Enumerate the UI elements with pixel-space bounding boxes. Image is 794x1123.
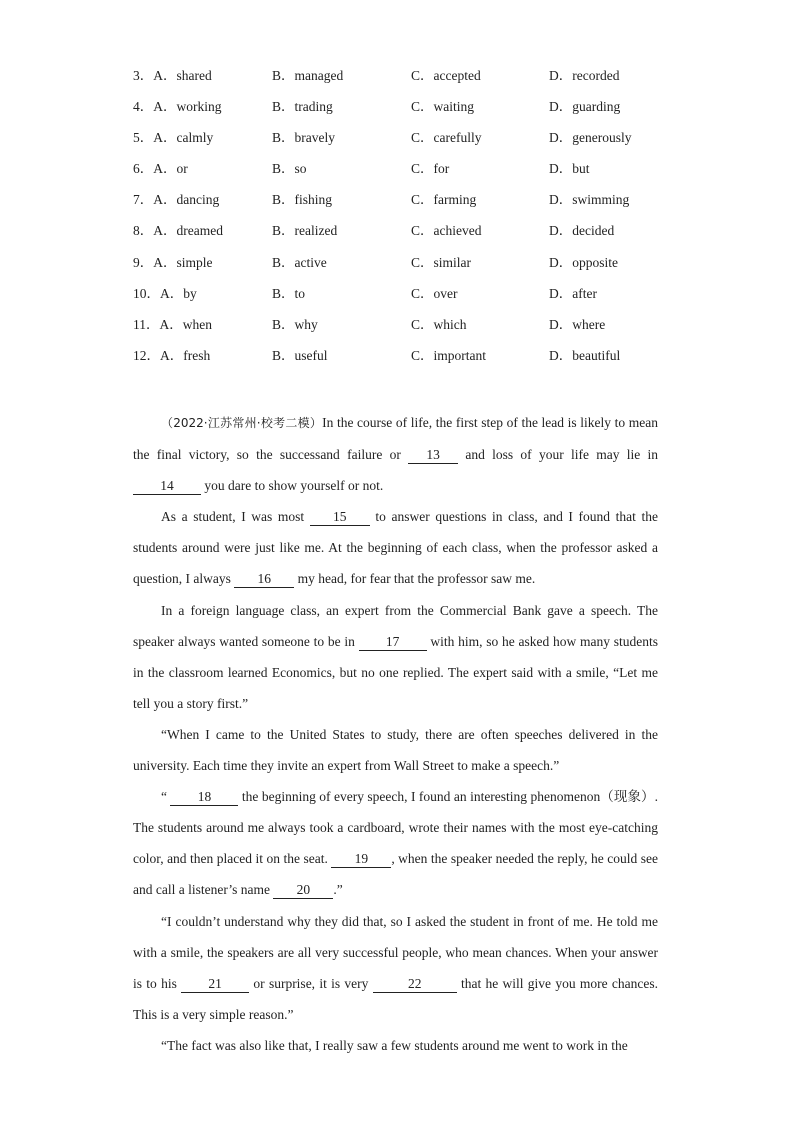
passage-text: you dare to show yourself or not. [201,478,384,494]
option-text: important [433,347,487,363]
question-number: 11． [133,316,160,332]
option-text: swimming [572,192,630,208]
option-b [272,253,411,284]
option-text: recorded [572,68,620,83]
option-letter: C． [411,285,434,301]
option-text: calmly [176,130,214,146]
option-letter: C． [411,99,434,115]
option-letter: D． [549,99,573,115]
option-letter: B． [272,161,295,177]
option-letter: A． [153,161,177,177]
option-letter: D． [549,285,573,301]
option-letter: D． [549,316,573,332]
question-number: 12． [133,347,160,363]
option-c [411,253,549,284]
blank-22: 22 [373,976,457,993]
option-d [549,221,689,252]
option-letter: D． [549,68,573,83]
option-text: fishing [294,192,333,208]
option-text: working [176,99,222,115]
passage-text: with him, so he asked how many students in the classroom learned Economics, but no one replied. The expert said with a smile, “Let me tell you a story first.” [133,633,658,711]
option-text: accepted [433,68,481,83]
blank-17: 17 [359,634,427,651]
option-a [133,284,272,315]
passage-text: to answer questions in class, and I found that the students around were just like me. At the beginning of each class, when the professor asked a question, I always [133,509,658,587]
option-text: useful [294,347,328,363]
passage-text: that he will give you more chances. This is a very simple reason.” [133,975,658,1022]
option-d [549,159,689,190]
option-text: carefully [433,130,482,146]
option-c [411,128,549,159]
option-letter: B． [272,99,295,115]
passage-text: my head, for fear that the professor saw me. [294,571,536,587]
passage-text: .” [333,882,343,898]
paragraph [133,781,658,905]
question-number: 8． [133,223,154,239]
option-d [549,346,689,377]
option-text: over [433,285,458,301]
option-b [272,284,411,315]
option-row [133,66,693,97]
option-row [133,190,693,221]
paragraph: “The fact was also like that, I really saw a few students around me went to work in the [161,1037,628,1053]
option-letter: D． [549,347,573,363]
option-row [133,159,693,190]
option-text: after [572,285,597,301]
option-row [133,97,693,128]
option-c [411,66,549,97]
blank-15: 15 [310,509,370,526]
option-text: realized [294,223,338,239]
option-b [272,159,411,190]
option-text: for [433,161,450,177]
option-b [272,128,411,159]
question-number: 9． [133,254,154,270]
option-row [133,253,693,284]
option-d [549,284,689,315]
option-letter: A． [159,316,183,332]
option-letter: B． [272,254,295,270]
option-text: managed [294,68,344,83]
option-c [411,221,549,252]
option-text: achieved [433,223,482,239]
option-letter: D． [549,223,573,239]
question-number: 7． [133,192,154,208]
option-a [133,190,272,221]
option-text: when [182,316,212,332]
option-d [549,315,689,346]
option-text: similar [433,254,472,270]
option-row [133,221,693,252]
option-a [133,159,272,190]
question-number: 6． [133,161,154,177]
question-number: 3． [133,68,154,83]
option-c [411,315,549,346]
option-letter: B． [272,285,295,301]
option-b [272,97,411,128]
option-letter: A． [153,99,177,115]
option-c [411,346,549,377]
option-a [133,97,272,128]
question-number: 4． [133,99,154,115]
source-label: （2022·江苏常州·校考二模） [161,416,323,430]
paragraph [133,595,658,719]
blank-19: 19 [331,851,391,868]
option-row [133,346,693,377]
option-text: farming [433,192,477,208]
option-letter: B． [272,68,295,83]
option-letter: C． [411,316,434,332]
option-text: where [572,316,606,332]
option-row [133,284,693,315]
option-text: dreamed [176,223,223,239]
question-number: 10． [133,285,160,301]
option-letter: C． [411,192,434,208]
option-letter: A． [160,285,184,301]
option-text: generously [572,130,632,146]
option-letter: D． [549,254,573,270]
option-letter: D． [549,130,573,146]
passage-text: As a student, I was most [161,509,310,525]
paragraph [133,906,658,1030]
blank-14: 14 [133,478,201,495]
question-number: 5． [133,130,154,146]
option-text: dancing [176,192,220,208]
option-a [133,346,272,377]
option-b [272,315,411,346]
option-letter: C． [411,223,434,239]
option-c [411,190,549,221]
option-letter: C． [411,130,434,146]
paragraph: “When I came to the United States to study, there are often speeches delivered in the university. Each time they invite an expert from Wall Street to make a speech.” [133,726,658,774]
option-text: to [294,285,306,301]
option-text: bravely [294,130,335,146]
option-letter: D． [549,161,573,177]
option-a [133,66,272,97]
option-text: fresh [183,347,211,363]
answer-options-list [133,66,693,377]
option-letter: B． [272,316,295,332]
option-text: which [433,316,467,332]
option-letter: B． [272,223,295,239]
option-b [272,66,411,97]
blank-16: 16 [234,571,294,588]
option-text: shared [176,68,212,83]
option-c [411,97,549,128]
option-text: guarding [572,99,621,115]
option-letter: C． [411,68,434,83]
passage-text: “ [161,789,171,805]
option-letter: A． [153,192,177,208]
option-letter: A． [153,223,177,239]
option-d [549,128,689,159]
passage-text: In the course of life, the first step of the lead is likely to mean the final victory, so the successand failure or [133,415,658,463]
paragraph [133,501,658,594]
option-b [272,190,411,221]
passage-text: “I couldn’t understand why they did that, so I asked the student in front of me. He told me with a smile, the speakers are all very successful people, who mean chances. When your answer is to his [133,913,658,991]
option-letter: C． [411,254,434,270]
option-letter: D． [549,192,573,208]
option-text: why [294,316,318,332]
option-b [272,346,411,377]
blank-18: 18 [170,789,238,806]
option-letter: A． [153,130,177,146]
option-letter: B． [272,347,295,363]
option-letter: C． [411,161,434,177]
passage-text: or surprise, it is very [249,975,373,991]
paragraph [133,407,658,501]
option-letter: A． [153,254,177,270]
option-b [272,221,411,252]
option-letter: A． [160,347,184,363]
option-c [411,159,549,190]
passage-text: and loss of your life may lie in [458,447,659,463]
option-text: waiting [433,99,475,115]
blank-20: 20 [273,882,333,899]
option-d [549,66,689,97]
option-text: or [176,161,188,177]
option-letter: B． [272,192,295,208]
passage-text: In a foreign language class, an expert from the Commercial Bank gave a speech. The speaker always wanted someone to be in [133,602,658,649]
option-d [549,253,689,284]
passage-text: the beginning of every speech, I found an interesting phenomenon（现象）. The students around me always took a cardboard, wrote their names with the most eye-catching color, and then placed it on the seat. [133,789,658,867]
option-text: opposite [572,254,618,270]
option-row [133,315,693,346]
option-text: but [572,161,590,177]
option-text: beautiful [572,347,621,363]
option-a [133,221,272,252]
blank-13: 13 [408,447,458,464]
option-row [133,128,693,159]
reading-passage [133,407,658,1061]
option-letter: A． [153,68,177,83]
option-c [411,284,549,315]
option-text: simple [176,254,213,270]
option-text: trading [294,99,333,115]
option-d [549,97,689,128]
option-a [133,253,272,284]
option-a [133,128,272,159]
option-a [133,315,272,346]
option-d [549,190,689,221]
option-letter: B． [272,130,295,146]
option-text: decided [572,223,615,239]
blank-21: 21 [181,976,249,993]
option-letter: C． [411,347,434,363]
option-text: by [183,285,197,301]
option-text: so [294,161,307,177]
option-text: active [294,254,327,270]
passage-text: , when the speaker needed the reply, he could see and call a listener’s name [133,851,658,898]
